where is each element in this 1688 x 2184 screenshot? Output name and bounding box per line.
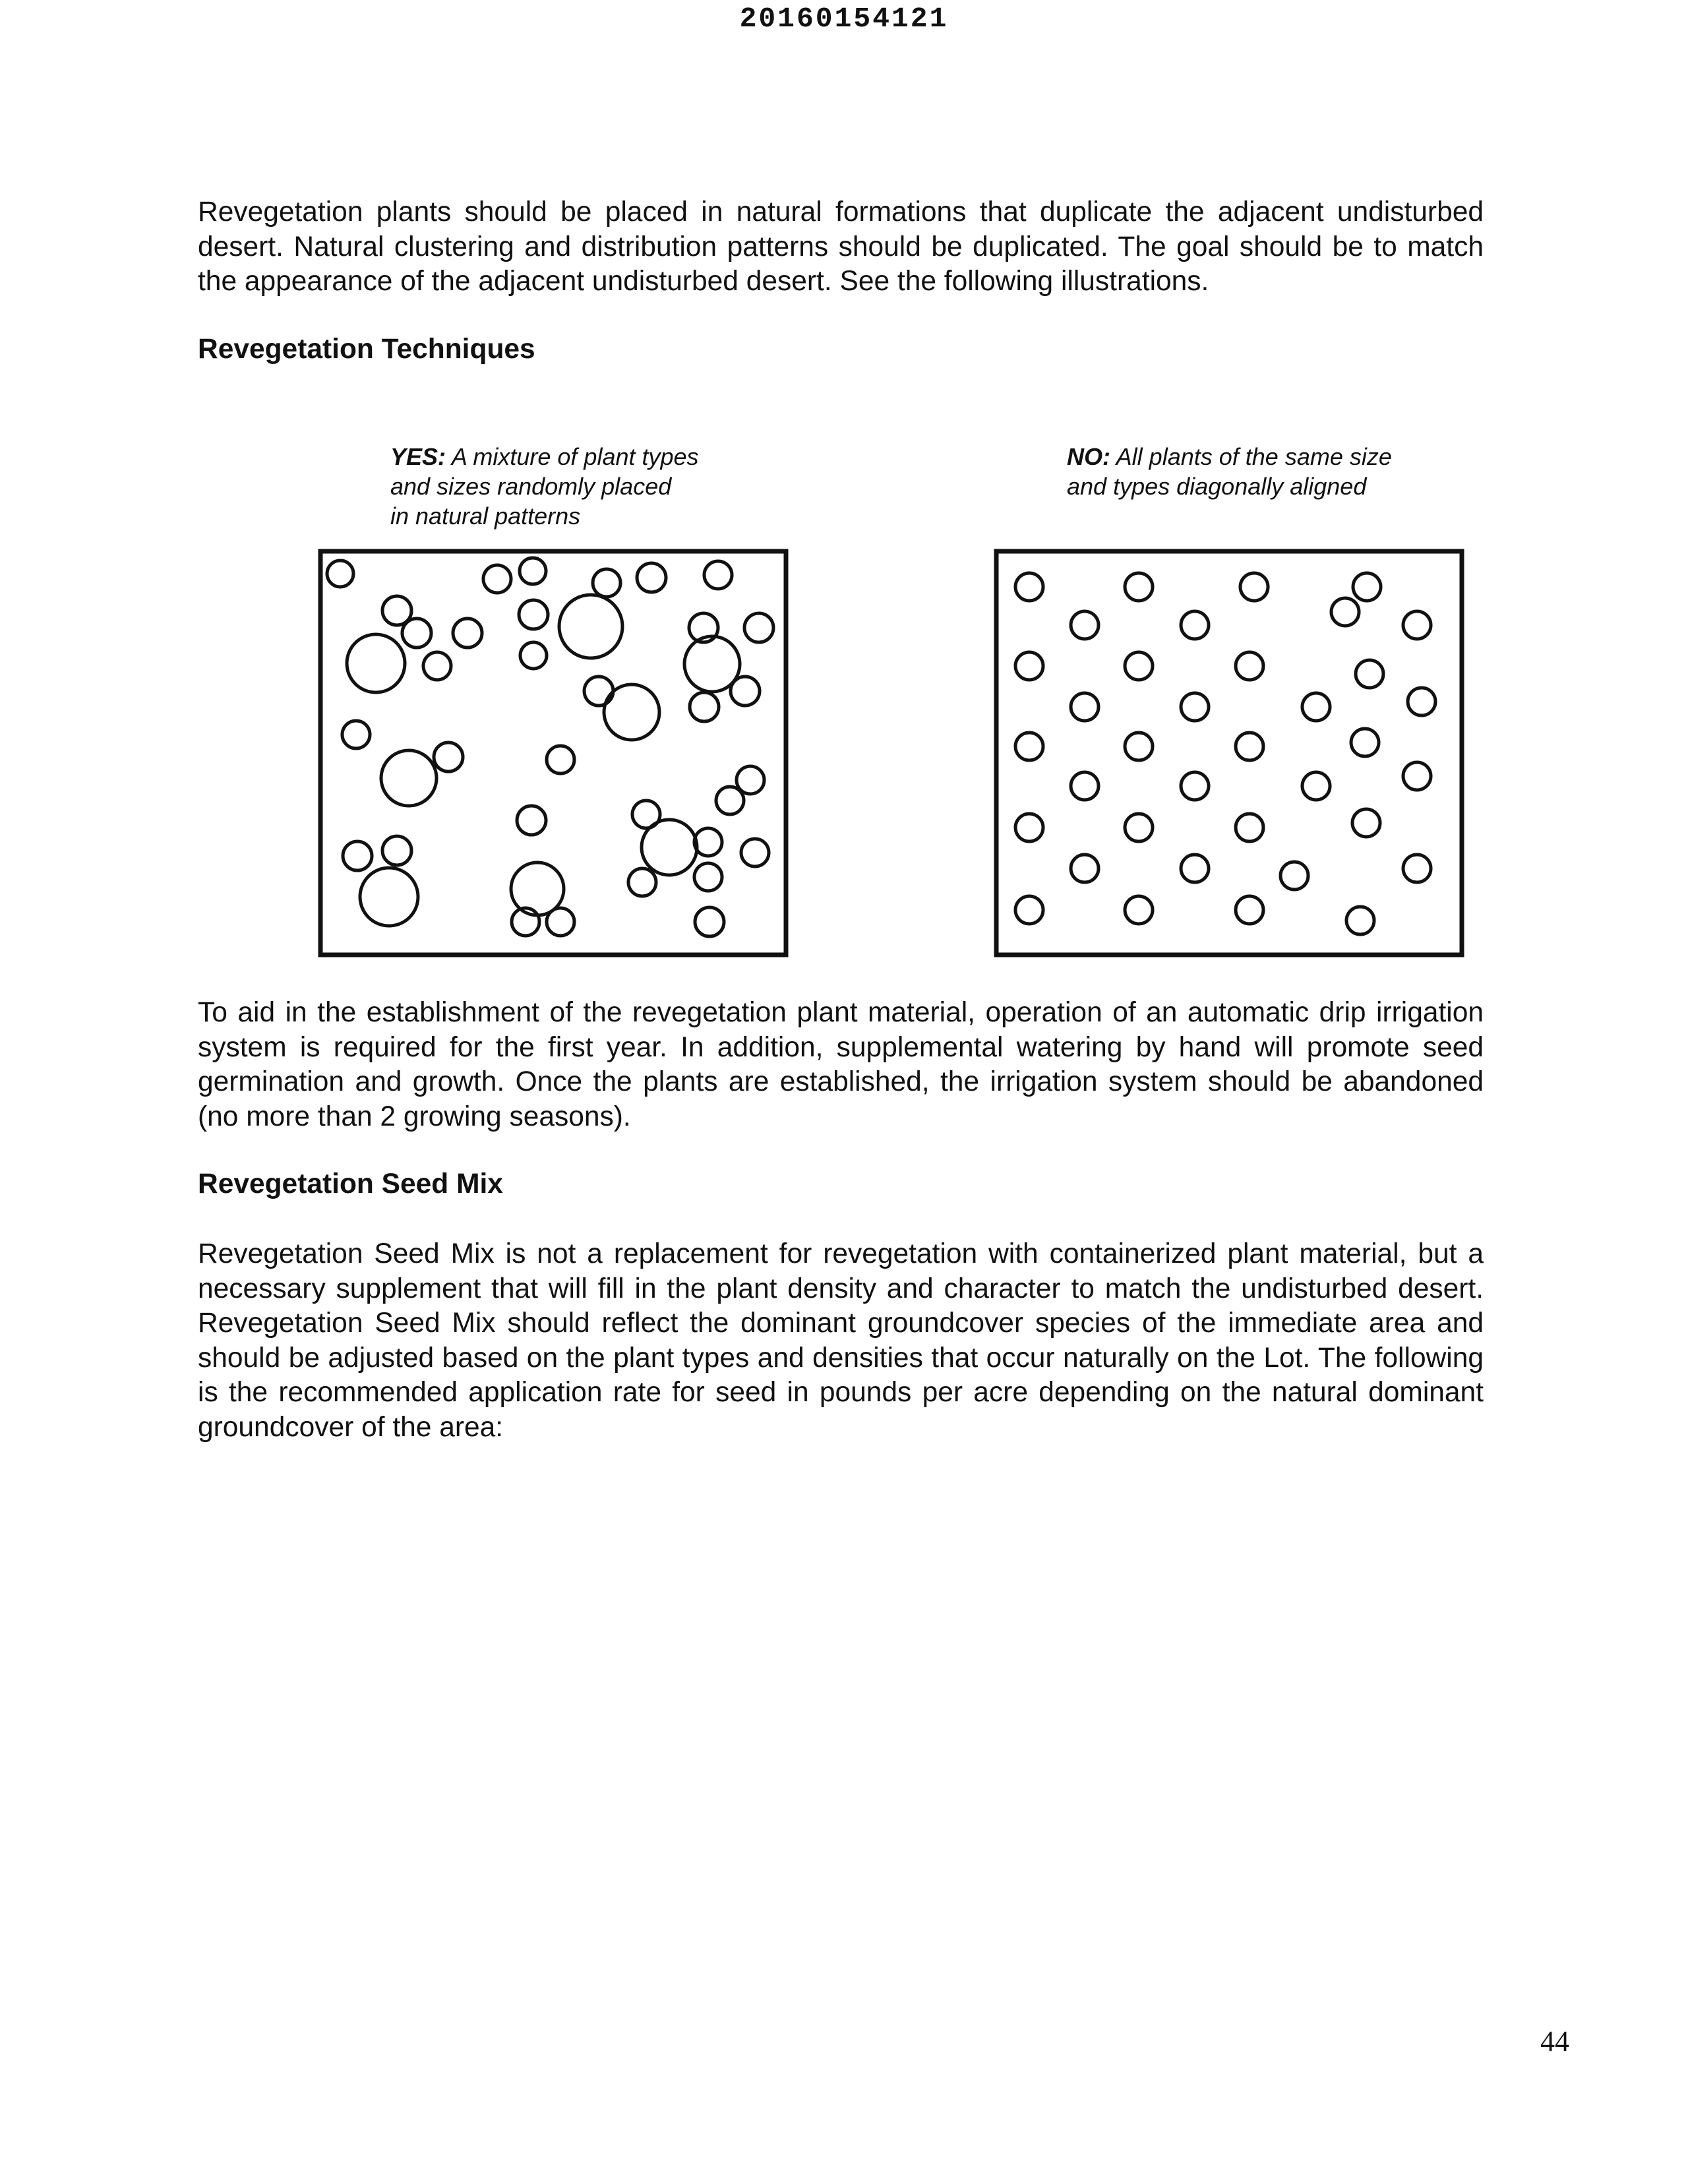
- no-frame: [996, 551, 1462, 955]
- plant-uniform: [1125, 814, 1153, 841]
- plant-uniform: [1236, 733, 1263, 760]
- plant-small: [695, 907, 724, 936]
- plant-small: [704, 561, 732, 589]
- aligned-plants: [1015, 573, 1435, 934]
- no-caption: [1067, 442, 1392, 501]
- plant-uniform: [1353, 573, 1381, 601]
- plant-small: [547, 746, 574, 774]
- plant-uniform: [1125, 652, 1153, 680]
- plant-large: [381, 750, 437, 806]
- plant-uniform: [1181, 855, 1209, 882]
- plant-small: [519, 600, 548, 629]
- plant-uniform: [1351, 729, 1379, 756]
- plant-uniform: [1236, 896, 1263, 924]
- plant-small: [731, 677, 760, 706]
- intro-paragraph: Revegetation plants should be placed in natural formations that duplicate the adjacent undisturbed desert. Natural clustering and distribution patterns should be duplicated. The goal should be to match the appearance of the adjacent undisturbed desert. See the following illustrations.: [198, 197, 1484, 297]
- plant-large: [642, 820, 697, 875]
- page-number: 44: [1540, 2025, 1569, 2057]
- plant-uniform: [1125, 573, 1153, 601]
- plant-small: [327, 561, 353, 587]
- plant-uniform: [1240, 573, 1268, 601]
- plant-small: [744, 613, 773, 642]
- plant-uniform: [1071, 611, 1099, 639]
- plant-large: [559, 595, 622, 658]
- plant-uniform: [1356, 660, 1383, 688]
- plant-large: [360, 868, 418, 926]
- plant-small: [694, 863, 722, 891]
- plant-uniform: [1403, 762, 1431, 790]
- plant-small: [423, 652, 451, 680]
- yes-caption: [390, 442, 699, 531]
- techniques-heading: Revegetation Techniques: [198, 334, 535, 365]
- plant-small: [716, 787, 744, 814]
- plant-uniform: [1181, 693, 1209, 721]
- plant-small: [637, 563, 666, 592]
- plant-small: [453, 619, 482, 648]
- plant-uniform: [1015, 573, 1043, 601]
- plant-uniform: [1071, 772, 1099, 800]
- yes-lead: YES:: [390, 443, 446, 470]
- plant-small: [628, 868, 656, 896]
- plant-small: [517, 806, 546, 835]
- yes-caption-line-3: in natural patterns: [390, 502, 581, 530]
- plant-small: [382, 836, 411, 865]
- plant-uniform: [1015, 814, 1043, 841]
- plant-small: [520, 558, 546, 584]
- plant-uniform: [1302, 693, 1330, 721]
- no-illustration: [992, 547, 1467, 963]
- plant-uniform: [1346, 907, 1374, 934]
- plant-uniform: [1281, 862, 1308, 890]
- document-number: 20160154121: [739, 3, 949, 35]
- plant-uniform: [1125, 896, 1153, 924]
- no-caption-line-1: All plants of the same size: [1110, 443, 1392, 470]
- seed-mix-paragraph: Revegetation Seed Mix is not a replacement for revegetation with containerized plant material, but a necessary supplement that will fill in the plant density and character to match the undisturbed desert. Revegetation Seed Mix should reflect the dominant groundcover species of the immediate area and should be adjusted based on the plant types and densities that occur naturally on the Lot. The following is the recommended application rate for seed in pounds per acre depending on the natural dominant groundcover of the area:: [198, 1238, 1484, 1443]
- yes-frame: [320, 551, 786, 955]
- plant-uniform: [1071, 855, 1099, 882]
- plant-uniform: [1302, 772, 1330, 800]
- plant-uniform: [1015, 652, 1043, 680]
- plant-small: [343, 841, 372, 870]
- yes-caption-line-1: A mixture of plant types: [446, 443, 699, 470]
- plant-large: [347, 634, 405, 692]
- no-caption-line-2: and types diagonally aligned: [1067, 473, 1367, 500]
- plant-small: [593, 569, 620, 597]
- plant-uniform: [1408, 688, 1435, 715]
- plant-small: [402, 619, 431, 648]
- plant-small: [690, 692, 719, 721]
- seed-mix-heading: Revegetation Seed Mix: [198, 1168, 503, 1199]
- plant-small: [694, 828, 722, 856]
- plant-uniform: [1403, 611, 1431, 639]
- plant-small: [547, 908, 574, 936]
- plant-uniform: [1403, 855, 1431, 882]
- plant-uniform: [1015, 733, 1043, 760]
- plant-uniform: [1125, 733, 1153, 760]
- plant-uniform: [1331, 598, 1359, 626]
- plant-uniform: [1236, 814, 1263, 841]
- yes-illustration: [316, 547, 791, 963]
- plant-small: [483, 565, 511, 593]
- plant-uniform: [1236, 652, 1263, 680]
- plant-uniform: [1181, 611, 1209, 639]
- no-lead: NO:: [1067, 443, 1110, 470]
- plant-small: [520, 642, 547, 669]
- plant-uniform: [1181, 772, 1209, 800]
- plant-uniform: [1352, 809, 1380, 837]
- plant-uniform: [1071, 693, 1099, 721]
- plant-small: [584, 677, 613, 706]
- plant-small: [434, 743, 463, 772]
- plant-uniform: [1015, 896, 1043, 924]
- yes-caption-line-2: and sizes randomly placed: [390, 473, 672, 500]
- plant-small: [342, 721, 370, 748]
- plant-large: [604, 684, 659, 740]
- plant-small: [741, 839, 769, 866]
- irrigation-paragraph: To aid in the establishment of the revegetation plant material, operation of an automatic drip irrigation system is required for the first year. In addition, supplemental watering by hand will promote seed germination and growth. Once the plants are established, the irrigation system should be abandoned (no more than 2 growing seasons).: [198, 997, 1484, 1132]
